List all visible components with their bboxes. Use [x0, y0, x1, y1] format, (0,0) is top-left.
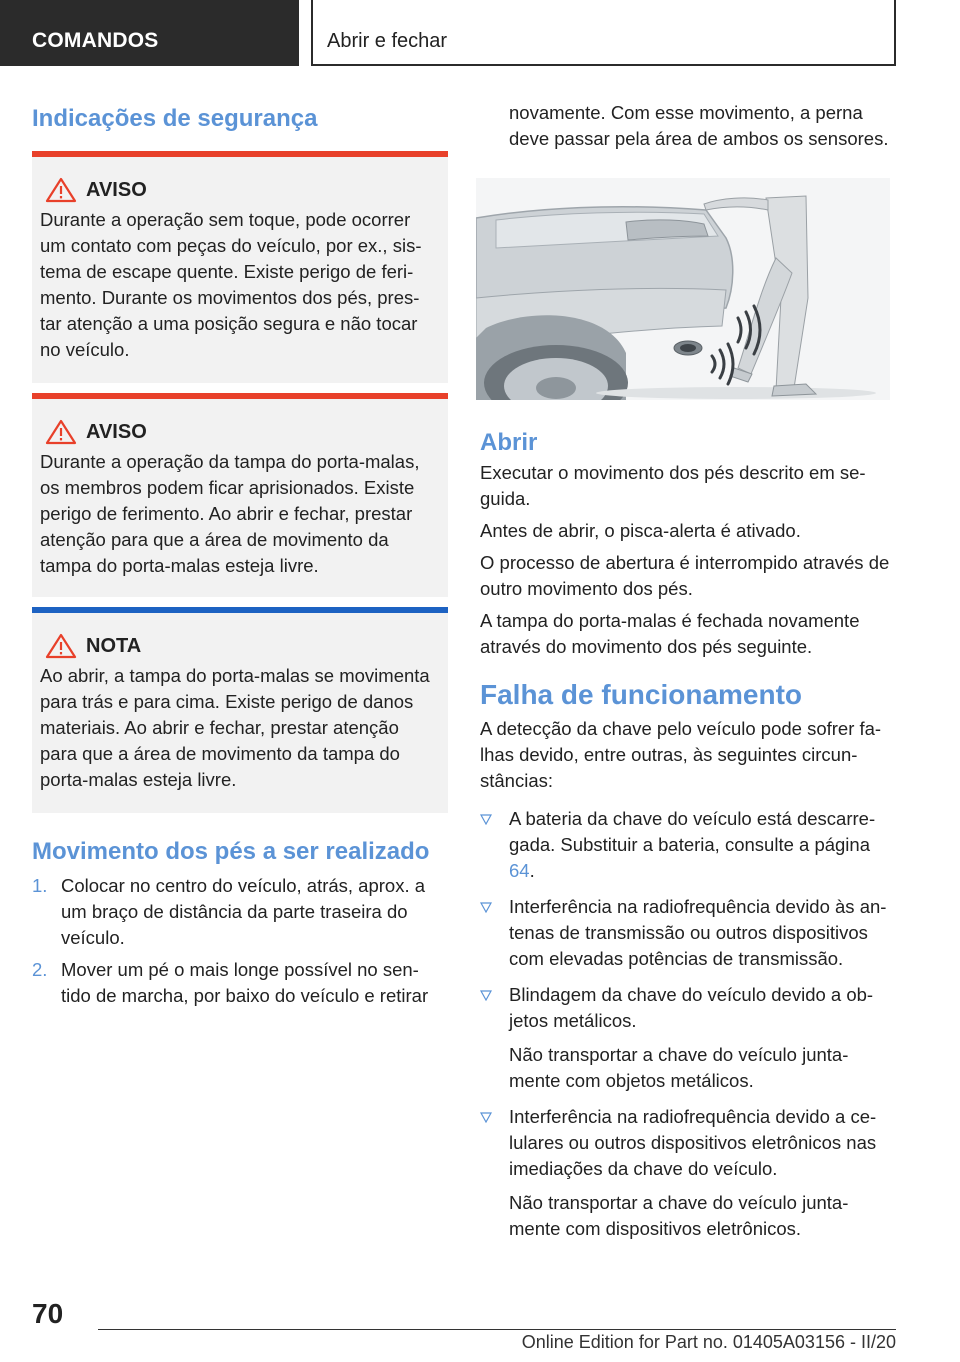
list-item — [476, 806, 896, 884]
note-text: Ao abrir, a tampa do porta-malas se movimenta para trás e para cima. Existe perigo de danos materiais. Ao abrir e fechar, prestar atenção para que a área de movimento da tampa do porta-malas esteja livre. — [40, 665, 430, 790]
warning-label: AVISO — [86, 178, 147, 201]
open-paragraph: Antes de abrir, o pisca-alerta é ativado. — [480, 520, 801, 541]
open-paragraph: O processo de abertura é interrompido através de outro movimento dos pés. — [480, 552, 890, 599]
page-link[interactable]: 64 — [509, 860, 530, 881]
right-column — [476, 96, 896, 1252]
open-paragraph: A tampa do porta-malas é fechada novamente através do movimento dos pés seguinte. — [480, 610, 860, 657]
movement-heading: Movimento dos pés a ser realizado — [32, 838, 430, 865]
open-paragraph: Executar o movimento dos pés descrito em se-guida. — [480, 462, 866, 509]
left-column — [32, 96, 448, 1015]
foot-gesture-illustration — [476, 178, 890, 400]
open-heading: Abrir — [480, 429, 538, 456]
bullet-subtext: Não transportar a chave do veículo junta-mente com objetos metálicos. — [509, 1044, 849, 1091]
step-number: 2. — [32, 959, 48, 980]
section-tab: COMANDOS — [0, 0, 299, 66]
safety-heading: Indicações de segurança — [32, 105, 318, 132]
car-rear-illustration — [476, 178, 890, 400]
bullet-text: Interferência na radiofrequência devido a ce-lulares ou outros dispositivos eletrônicos nas imediações da chave do veículo. — [509, 1106, 877, 1179]
warning-triangle-icon — [44, 632, 78, 660]
page-title: Abrir e fechar — [311, 0, 896, 66]
movement-steps — [32, 873, 448, 1009]
bullet-subtext: Não transportar a chave do veículo junta-mente com dispositivos eletrônicos. — [509, 1192, 849, 1239]
list-item — [476, 1104, 896, 1242]
note-label: NOTA — [86, 634, 142, 657]
step-number: 1. — [32, 875, 48, 896]
list-item — [476, 982, 896, 1094]
bullet-text: Interferência na radiofrequência devido às an-tenas de transmissão ou outros dispositivos com elevadas potências de transmissão. — [509, 896, 887, 969]
edition-info: Online Edition for Part no. 01405A03156 - II/20 — [521, 1332, 896, 1352]
step-text: Mover um pé o mais longe possível no sen-tido de marcha, por baixo do veículo e retirar — [61, 959, 429, 1006]
warning-label: AVISO — [86, 420, 147, 443]
bullet-text: A bateria da chave do veículo está descarre-gada. Substituir a bateria, consulte a página — [509, 808, 876, 855]
bullet-text: Blindagem da chave do veículo devido a ob-jetos metálicos. — [509, 984, 874, 1031]
malfunction-list — [476, 806, 896, 1242]
page-number: 70 — [32, 1298, 64, 1329]
step-text: Colocar no centro do veículo, atrás, aprox. a um braço de distância da parte traseira do veículo. — [61, 875, 426, 948]
bullet-triangle-icon — [480, 990, 492, 1001]
note-bar — [32, 607, 448, 613]
footer-divider — [98, 1329, 896, 1330]
warning-bar — [32, 151, 448, 157]
bullet-triangle-icon — [480, 814, 492, 825]
page-header — [0, 0, 960, 66]
warning-triangle-icon — [44, 176, 78, 204]
warning-text: Durante a operação sem toque, pode ocorrer um contato com peças do veículo, por ex., sis-tema de escape quente. Existe perigo de feri-mento. Durante os movimentos dos pés, pres-tar atenção a uma posição segura e não tocar no veículo. — [40, 209, 422, 360]
warning-triangle-icon — [44, 418, 78, 446]
malfunction-heading: Falha de funcionamento — [480, 679, 803, 710]
continued-text: novamente. Com esse movimento, a perna deve passar pela área de ambos os sensores. — [509, 102, 889, 149]
warning-box-2 — [32, 393, 448, 597]
list-item — [32, 873, 448, 951]
bullet-text-end: . — [529, 860, 535, 881]
bullet-triangle-icon — [480, 902, 492, 913]
list-item — [476, 894, 896, 972]
warning-box-1 — [32, 151, 448, 383]
list-item — [32, 957, 448, 1009]
note-box — [32, 607, 448, 813]
warning-text: Durante a operação da tampa do porta-malas, os membros podem ficar aprisionados. Existe perigo de ferimento. Ao abrir e fechar, prestar atenção para que a área de movimento da tampa do porta-malas esteja livre. — [40, 451, 420, 576]
bullet-triangle-icon — [480, 1112, 492, 1123]
malfunction-intro: A detecção da chave pelo veículo pode sofrer fa-lhas devido, entre outras, às seguintes circun-stâncias: — [480, 718, 882, 791]
warning-bar — [32, 393, 448, 399]
